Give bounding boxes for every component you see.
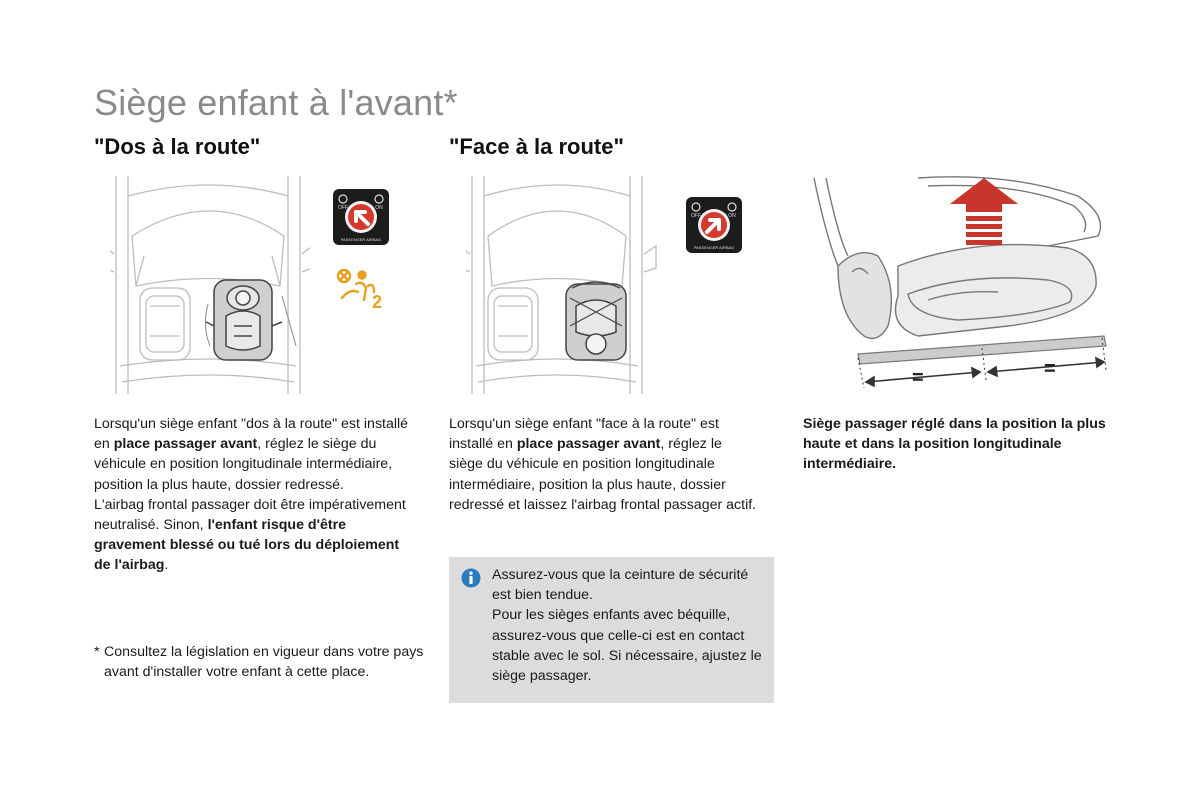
forward-facing-description bbox=[449, 414, 759, 515]
info-icon bbox=[461, 568, 481, 588]
rear-facing-text-3: L'airbag frontal passager doit être impérativement neutralisé. Sinon, bbox=[94, 496, 406, 534]
airbag-switch-off-badge bbox=[332, 188, 390, 246]
rear-facing-car-illustration bbox=[110, 176, 310, 394]
footnote-star: * bbox=[94, 644, 100, 660]
airbag-on-arrow-icon bbox=[685, 196, 743, 254]
rear-facing-text-1: Lorsqu'un siège enfant "dos à la route" est installé en bbox=[94, 416, 409, 453]
airbag-off-warning-icon bbox=[334, 266, 388, 312]
forward-facing-bold-1: place passager avant bbox=[516, 436, 661, 453]
page-title: Siège enfant à l'avant* bbox=[94, 82, 458, 123]
info-circle-icon bbox=[461, 568, 481, 588]
passenger-airbag-label-2: PASSENGER AIRBAG bbox=[693, 245, 735, 250]
seat-side-view-icon bbox=[808, 176, 1118, 390]
footnote-text: Consultez la législation en vigueur dans votre pays avant d'installer votre enfant à cette place. bbox=[104, 644, 424, 681]
seat-adjustment-illustration bbox=[808, 176, 1118, 390]
airbag-switch-on-badge bbox=[685, 196, 743, 254]
airbag-warning-digit: 2 bbox=[372, 292, 383, 312]
forward-facing-car-illustration bbox=[466, 176, 666, 394]
rear-facing-text-2: , réglez le siège du véhicule en position longitudinale intermédiaire, position la plus haute, dossier redressé. bbox=[94, 436, 393, 493]
note-text bbox=[492, 565, 767, 686]
forward-facing-text-2: , réglez le siège du véhicule en position longitudinale intermédiaire, position la plus haute, dossier redressé et laissez l'airbag frontal passager actif. bbox=[449, 436, 757, 513]
car-top-view-forward-icon bbox=[466, 176, 666, 394]
note-line-1: Assurez-vous que la ceinture de sécurité est bien tendue. bbox=[492, 567, 749, 604]
forward-facing-text-1: Lorsqu'un siège enfant "face à la route" est installé en bbox=[449, 416, 719, 453]
footnote bbox=[94, 642, 424, 682]
seat-position-caption: Siège passager réglé dans la position la plus haute et dans la position longitudinale intermédiaire. bbox=[803, 416, 1106, 473]
forward-facing-heading: "Face à la route" bbox=[449, 134, 624, 159]
equal-distance-left-label: = bbox=[912, 367, 924, 389]
rear-facing-bold-1: place passager avant bbox=[113, 436, 258, 453]
airbag-warning-indicator bbox=[334, 266, 388, 312]
car-top-view-icon bbox=[110, 176, 310, 394]
on-label-2: ON bbox=[728, 213, 736, 219]
equal-distance-right-label: = bbox=[1044, 358, 1056, 380]
rear-facing-text-4: . bbox=[164, 557, 169, 574]
note-line-2: Pour les sièges enfants avec béquille, assurez-vous que celle-ci est en contact stable avec le sol. Si nécessaire, ajustez le siège passager. bbox=[492, 607, 762, 685]
rear-facing-warning-bold: l'enfant risque d'être gravement blessé ou tué lors du déploiement de l'airbag bbox=[94, 517, 400, 574]
on-label: ON bbox=[375, 205, 383, 211]
off-label-2: OFF bbox=[691, 213, 701, 219]
passenger-airbag-label: PASSENGER AIRBAG bbox=[340, 237, 382, 242]
off-label: OFF bbox=[338, 205, 348, 211]
airbag-off-arrow-icon bbox=[332, 188, 390, 246]
rear-facing-description bbox=[94, 414, 414, 576]
rear-facing-heading: "Dos à la route" bbox=[94, 134, 261, 159]
